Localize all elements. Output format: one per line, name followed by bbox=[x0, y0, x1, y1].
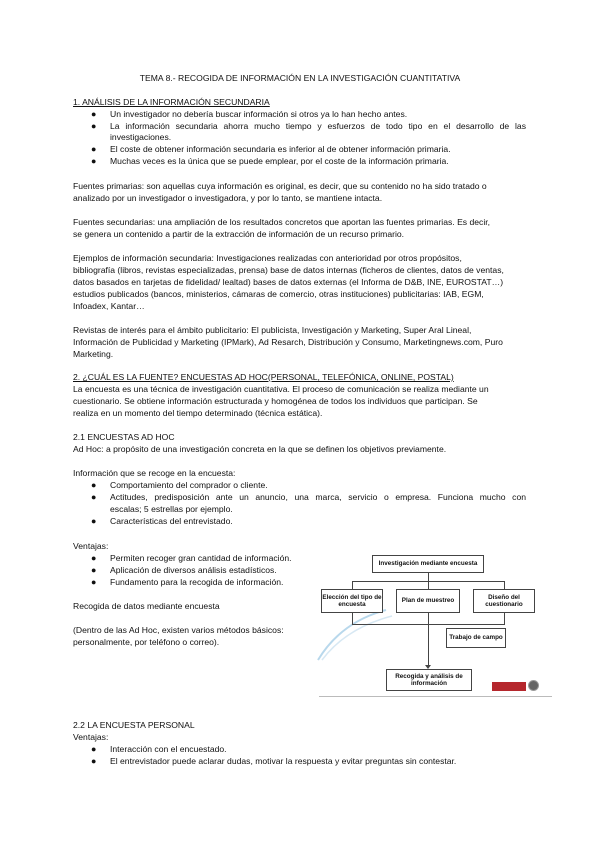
logo-circle-icon bbox=[528, 680, 539, 691]
survey-definition-line: realiza en un momento del tiempo determinado (técnica estática). bbox=[73, 408, 323, 418]
primary-sources-line: analizado por un investigador o investigadora, y por lo tanto, se mantiene intacta. bbox=[73, 193, 383, 203]
examples-line: Infoadex, Kantar… bbox=[73, 301, 145, 311]
list-item: ● El entrevistador puede aclarar dudas, motivar la respuesta y evitar preguntas sin contestar. bbox=[91, 756, 457, 766]
list-item: ● La información secundaria ahorra mucho tiempo y esfuerzos de todo tipo en el desarrollo de las bbox=[91, 121, 526, 131]
journals-line: Información de Publicidad y Marketing (IPMark), Ad Resarch, Distribución y Consumo, Marketingnews.com, Puro bbox=[73, 337, 503, 347]
diagram-box-bottom: Recogida y análisis de información bbox=[386, 669, 472, 691]
journals-line: Revistas de interés para el ámbito publicitario: El publicista, Investigación y Marketing, Super Aral Lineal, bbox=[73, 325, 472, 335]
list-item: ● El coste de obtener información secundaria es inferior al de obtener información primaria. bbox=[91, 144, 451, 154]
recogida-label: Recogida de datos mediante encuesta bbox=[73, 601, 220, 611]
list-item: ● Un investigador no debería buscar información si otros ya lo han hecho antes. bbox=[91, 109, 408, 119]
diagram-box-left: Elección del tipo de encuesta bbox=[321, 589, 383, 613]
logo-badge bbox=[492, 682, 526, 691]
list-item-continuation: escalas; 5 estrellas por ejemplo. bbox=[110, 504, 233, 514]
page-title: TEMA 8.- RECOGIDA DE INFORMACIÓN EN LA INVESTIGACIÓN CUANTITATIVA bbox=[139, 73, 461, 83]
survey-definition-line: cuestionario. Se obtiene información estructurada y homogénea de todos los individuos que participan. Se bbox=[73, 396, 478, 406]
list-item: ● Actitudes, predisposición ante un anuncio, una marca, servicio o empresa. Funciona mucho con bbox=[91, 492, 526, 502]
adhoc-definition: Ad Hoc: a propósito de una investigación concreta en la que se definen los objetivos previamente. bbox=[73, 444, 447, 454]
primary-sources-line: Fuentes primarias: son aquellas cuya información es original, es decir, que su contenido no ha sido tratado o bbox=[73, 181, 487, 191]
methods-note-line: (Dentro de las Ad Hoc, existen varios métodos básicos: bbox=[73, 625, 284, 635]
examples-line: estudios publicados (bancos, ministerios, cámaras de comercio, otras instituciones) publicitarias: IAB, EGM, bbox=[73, 289, 484, 299]
diagram-box-right: Diseño del cuestionario bbox=[473, 589, 535, 613]
list-item: ● Muchas veces es la única que se puede emplear, por el coste de la información primaria. bbox=[91, 156, 449, 166]
info-label: Información que se recoge en la encuesta: bbox=[73, 468, 236, 478]
list-item: ● Comportamiento del comprador o cliente. bbox=[91, 480, 268, 490]
list-item: ● Características del entrevistado. bbox=[91, 516, 233, 526]
list-item: ● Aplicación de diversos análisis estadísticos. bbox=[91, 565, 277, 575]
secondary-sources-line: Fuentes secundarias: una ampliación de los resultados concretos que aportan las fuentes primarias. Es decir, bbox=[73, 217, 491, 227]
examples-line: bibliografía (libros, revistas especializadas, prensa) base de datos internas (ficheros de clientes, datos de ventas, bbox=[73, 265, 504, 275]
ventajas-label: Ventajas: bbox=[73, 732, 109, 742]
survey-definition-line: La encuesta es una técnica de investigación cuantitativa. El proceso de comunicación se realiza mediante un bbox=[73, 384, 489, 394]
section-2-2-heading: 2.2 LA ENCUESTA PERSONAL bbox=[73, 720, 195, 730]
journals-line: Marketing. bbox=[73, 349, 114, 359]
diagram-box-top: Investigación mediante encuesta bbox=[372, 555, 484, 573]
ventajas-label: Ventajas: bbox=[73, 541, 109, 551]
list-item: ● Permiten recoger gran cantidad de información. bbox=[91, 553, 292, 563]
section-2-1-heading: 2.1 ENCUESTAS AD HOC bbox=[73, 432, 175, 442]
list-item: ● Fundamento para la recogida de información. bbox=[91, 577, 284, 587]
section-1-heading: 1. ANÁLISIS DE LA INFORMACIÓN SECUNDARIA bbox=[73, 97, 270, 107]
examples-line: Ejemplos de información secundaria: Investigaciones realizadas con anterioridad por otros propósitos, bbox=[73, 253, 462, 263]
methods-note-line: personalmente, por teléfono o correo). bbox=[73, 637, 220, 647]
list-item-continuation: investigaciones. bbox=[110, 132, 172, 142]
section-2-heading: 2. ¿CUÁL ES LA FUENTE? ENCUESTAS AD HOC(PERSONAL, TELEFÓNICA, ONLINE, POSTAL) bbox=[73, 372, 454, 382]
list-item: ● Interacción con el encuestado. bbox=[91, 744, 227, 754]
diagram-box-work: Trabajo de campo bbox=[446, 628, 506, 648]
examples-line: datos basados en tarjetas de fidelidad/ lealtad) bases de datos externas (el Informa de D&B, INE, EUROSTAT…) bbox=[73, 277, 504, 287]
diagram-box-middle: Plan de muestreo bbox=[396, 589, 460, 613]
diagram-divider bbox=[319, 696, 552, 697]
secondary-sources-line: se genera un contenido a partir de la extracción de información de un recurso primario. bbox=[73, 229, 405, 239]
